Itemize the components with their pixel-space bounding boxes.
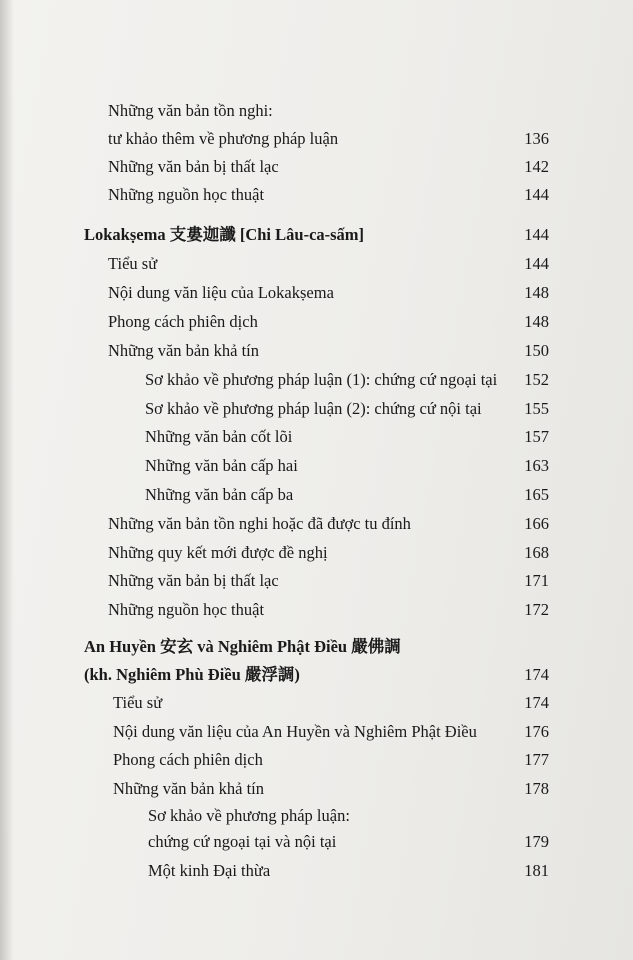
toc-entry-title: Những văn bản bị thất lạc bbox=[108, 571, 279, 590]
toc-entry-title: Những văn bản cấp ba bbox=[145, 485, 294, 504]
toc-entry-title: Nội dung văn liệu của Lokakṣema bbox=[108, 283, 334, 302]
toc-entry bbox=[148, 856, 549, 886]
toc-entry-title: Những nguồn học thuật bbox=[108, 600, 265, 619]
toc-entry bbox=[108, 595, 549, 625]
toc-entry-title: Tiểu sử bbox=[113, 693, 163, 712]
toc-entry-title: Lokakṣema 支婁迦讖 [Chi Lâu-ca-sấm] bbox=[84, 225, 365, 244]
toc-entry-page: 174 bbox=[524, 693, 549, 712]
toc-entry-page: 171 bbox=[524, 571, 549, 590]
toc-chapter-heading-line1: An Huyền 安玄 và Nghiêm Phật Điều 嚴佛調 bbox=[84, 637, 401, 656]
toc-entry-page: 144 bbox=[524, 185, 549, 204]
toc-entry bbox=[108, 538, 549, 568]
toc-entry bbox=[145, 451, 549, 481]
toc-entry-title: Phong cách phiên dịch bbox=[108, 312, 258, 331]
toc-entry bbox=[108, 566, 549, 596]
toc-entry-page: 178 bbox=[524, 779, 549, 798]
toc-entry bbox=[108, 307, 549, 337]
toc-entry bbox=[108, 249, 549, 279]
toc-chapter-heading bbox=[84, 220, 549, 250]
toc-entry bbox=[108, 152, 549, 182]
toc-entry bbox=[145, 394, 549, 424]
toc-entry bbox=[108, 180, 549, 210]
toc-entry-page: 179 bbox=[524, 832, 549, 851]
toc-entry-title: Sơ khảo về phương pháp luận (1): chứng cứ ngoại tại bbox=[145, 370, 498, 389]
toc-entry bbox=[113, 745, 549, 775]
toc-entry-page: 150 bbox=[524, 341, 549, 360]
toc-entry-title: Phong cách phiên dịch bbox=[113, 750, 263, 769]
toc-entry-title: Những văn bản cấp hai bbox=[145, 456, 298, 475]
toc-entry-title: Nội dung văn liệu của An Huyền và Nghiêm Phật Điều bbox=[113, 722, 477, 741]
toc-entry-title: Những văn bản tồn nghi hoặc đã được tu đính bbox=[108, 514, 411, 533]
toc-entry-title: Một kinh Đại thừa bbox=[148, 861, 271, 880]
toc-entry-title: chứng cứ ngoại tại và nội tại bbox=[148, 832, 337, 851]
toc-entry-page: 136 bbox=[524, 129, 549, 148]
toc-entry-page: 163 bbox=[524, 456, 549, 475]
toc-entry-title: Những văn bản bị thất lạc bbox=[108, 157, 279, 176]
toc-entry-page: 174 bbox=[524, 665, 549, 684]
toc-entry-page: 165 bbox=[524, 485, 549, 504]
toc-entry-title: Sơ khảo về phương pháp luận (2): chứng cứ nội tại bbox=[145, 399, 482, 418]
toc-entry-title: Những nguồn học thuật bbox=[108, 185, 265, 204]
toc-entry bbox=[145, 422, 549, 452]
toc-entry-page: 157 bbox=[524, 427, 549, 446]
toc-entry-title-line1: Những văn bản tồn nghi: bbox=[108, 101, 273, 120]
toc-entry-page: 148 bbox=[524, 312, 549, 331]
toc-entry-page: 181 bbox=[524, 861, 549, 880]
toc-entry-page: 168 bbox=[524, 543, 549, 562]
toc-entry bbox=[108, 509, 549, 539]
toc-entry-title: tư khảo thêm về phương pháp luận bbox=[108, 129, 339, 148]
toc-entry bbox=[148, 827, 549, 857]
toc-entry-title-line1: Sơ khảo về phương pháp luận: bbox=[148, 806, 350, 825]
toc-entry-title: Những văn bản khả tín bbox=[113, 779, 264, 798]
toc-chapter-heading bbox=[84, 660, 549, 690]
toc-entry bbox=[145, 480, 549, 510]
toc-entry-title: (kh. Nghiêm Phù Điều 嚴浮調) bbox=[84, 665, 300, 684]
toc-entry-title: Những văn bản cốt lõi bbox=[145, 427, 293, 446]
toc-entry-page: 177 bbox=[524, 750, 549, 769]
toc-entry-page: 172 bbox=[524, 600, 549, 619]
toc-entry-title: Những quy kết mới được đề nghị bbox=[108, 543, 328, 562]
toc-entry-page: 144 bbox=[524, 225, 549, 244]
toc-entry bbox=[108, 336, 549, 366]
toc-entry bbox=[113, 688, 549, 718]
toc-entry-page: 142 bbox=[524, 157, 549, 176]
toc-entry-title: Tiểu sử bbox=[108, 254, 158, 273]
toc-entry-title: Những văn bản khả tín bbox=[108, 341, 259, 360]
toc-entry bbox=[113, 774, 549, 804]
toc-entry bbox=[145, 365, 549, 395]
toc-entry-page: 148 bbox=[524, 283, 549, 302]
toc-entry-page: 155 bbox=[524, 399, 549, 418]
toc-entry bbox=[108, 278, 549, 308]
toc-entry-page: 176 bbox=[524, 722, 549, 741]
toc-entry-page: 166 bbox=[524, 514, 549, 533]
toc-entry bbox=[113, 717, 549, 747]
toc-entry-page: 144 bbox=[524, 254, 549, 273]
toc-entry bbox=[108, 124, 549, 154]
toc-entry-page: 152 bbox=[524, 370, 549, 389]
